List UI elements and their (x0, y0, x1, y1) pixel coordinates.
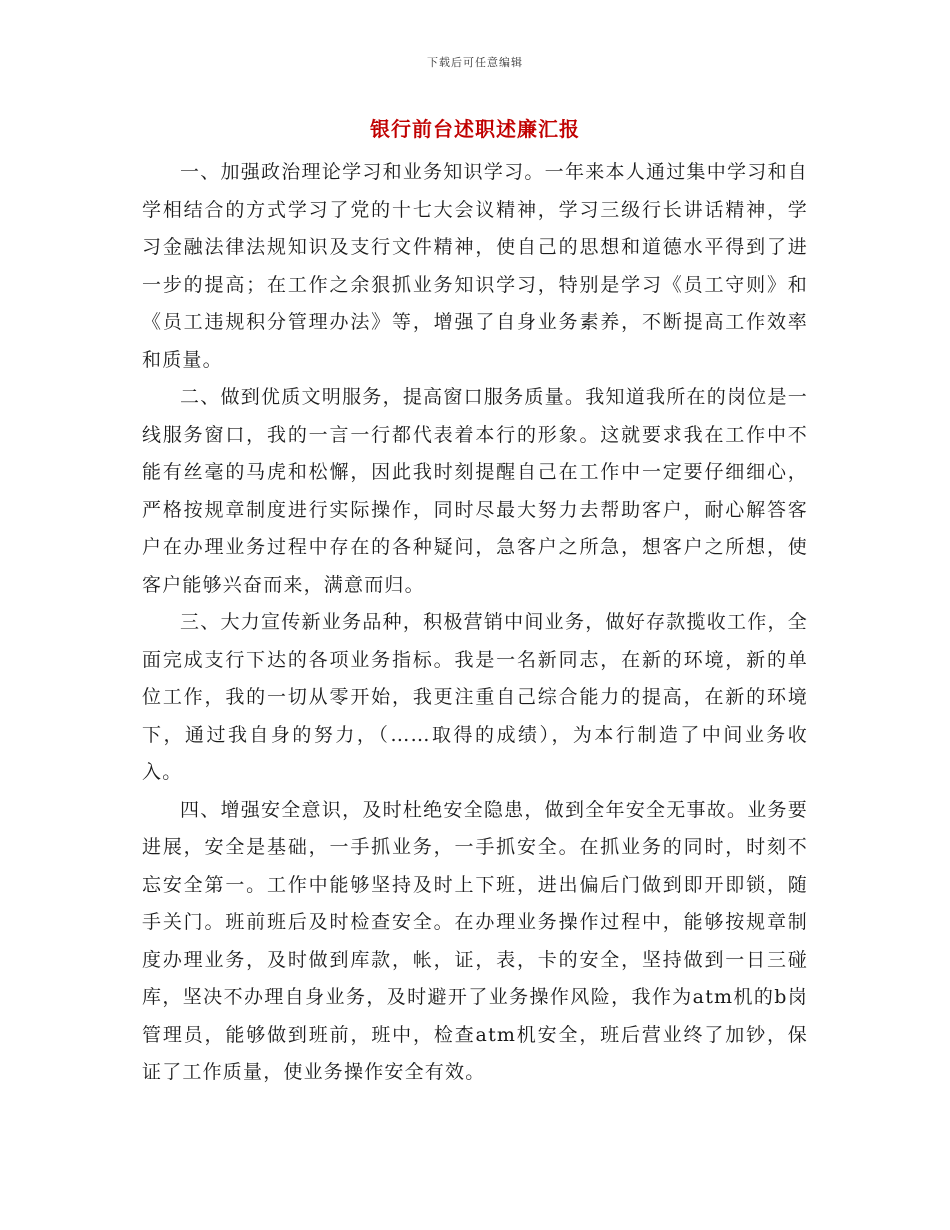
paragraph-3: 三、大力宣传新业务品种，积极营销中间业务，做好存款揽收工作，全面完成支行下达的各项业务指标。我是一名新同志，在新的环境，新的单位工作，我的一切从零开始，我更注重自己综合能力的提高，在新的环境下，通过我自身的努力，（……取得的成绩），为本行制造了中间业务收入。 (142, 611, 808, 783)
header-note: 下载后可任意编辑 (427, 56, 523, 69)
document-title: 银行前台述职述廉汇报 (370, 117, 580, 141)
paragraph-4: 四、增强安全意识，及时杜绝安全隐患，做到全年安全无事故。业务要进展，安全是基础，一手抓业务，一手抓安全。在抓业务的同时，时刻不忘安全第一。工作中能够坚持及时上下班，进出偏后门做到即开即锁，随手关门。班前班后及时检查安全。在办理业务操作过程中，能够按规章制度办理业务，及时做到库款，帐，证，表，卡的安全，坚持做到一日三碰库，坚决不办理自身业务，及时避开了业务操作风险，我作为atm机的b岗管理员，能够做到班前，班中，检查atm机安全，班后营业终了加钞，保证了工作质量，使业务操作安全有效。 (142, 798, 808, 1083)
paragraph-1: 一、加强政治理论学习和业务知识学习。一年来本人通过集中学习和自学相结合的方式学习了党的十七大会议精神，学习三级行长讲话精神，学习金融法律法规知识及支行文件精神，使自己的思想和道德水平得到了进一步的提高；在工作之余狠抓业务知识学习，特别是学习《员工守则》和《员工违规积分管理办法》等，增强了自身业务素养，不断提高工作效率和质量。 (142, 161, 808, 371)
paragraph-2: 二、做到优质文明服务，提高窗口服务质量。我知道我所在的岗位是一线服务窗口，我的一言一行都代表着本行的形象。这就要求我在工作中不能有丝毫的马虎和松懈，因此我时刻提醒自己在工作中一定要仔细细心，严格按规章制度进行实际操作，同时尽最大努力去帮助客户，耐心解答客户在办理业务过程中存在的各种疑问，急客户之所急，想客户之所想，使客户能够兴奋而来，满意而归。 (142, 386, 808, 596)
document-body (142, 154, 808, 1092)
